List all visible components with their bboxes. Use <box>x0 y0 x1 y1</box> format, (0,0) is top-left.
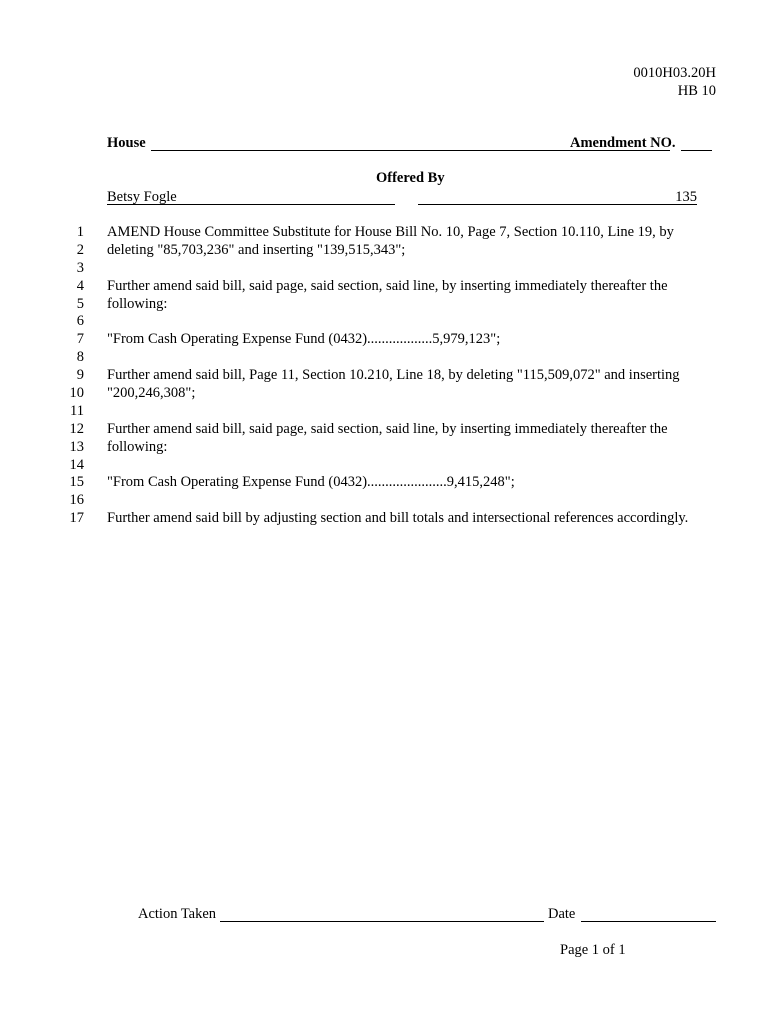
offered-by-heading: Offered By <box>376 170 445 186</box>
body-line: "From Cash Operating Expense Fund (0432)..................5,979,123"; <box>107 331 501 348</box>
sponsor-row <box>107 189 697 207</box>
line-number: 15 <box>69 474 84 491</box>
line-number: 10 <box>69 385 84 402</box>
body-line <box>107 492 688 510</box>
amendment-header-row <box>107 135 712 153</box>
sponsor-district: 135 <box>418 189 697 205</box>
line-number: 1 <box>76 224 84 240</box>
body-line: "200,246,308"; <box>107 385 196 402</box>
line-number: 9 <box>76 367 84 384</box>
body-line <box>107 260 688 278</box>
body-line: deleting "85,703,236" and inserting "139,515,343"; <box>107 241 406 258</box>
page-number: Page 1 of 1 <box>560 942 626 958</box>
body-line <box>107 403 688 421</box>
amendment-number-label: Amendment NO. <box>570 135 676 151</box>
body-line: following: <box>107 295 168 312</box>
amendment-body <box>107 224 688 528</box>
line-number: 2 <box>76 241 84 258</box>
line-number: 16 <box>69 492 84 509</box>
line-number: 17 <box>69 510 84 527</box>
body-line: "From Cash Operating Expense Fund (0432)......................9,415,248"; <box>107 474 515 491</box>
amendment-number-blank-line <box>681 135 712 151</box>
body-line: AMEND House Committee Substitute for House Bill No. 10, Page 7, Section 10.110, Line 19, by <box>107 224 674 240</box>
line-number: 8 <box>76 349 84 366</box>
date-label: Date <box>548 906 576 922</box>
body-line <box>107 349 688 367</box>
line-number: 14 <box>69 456 84 473</box>
document-header <box>633 64 716 100</box>
line-number: 3 <box>76 259 84 276</box>
line-number: 4 <box>76 277 84 294</box>
chamber-label: House <box>107 135 146 151</box>
document-code: 0010H03.20H <box>633 65 716 81</box>
line-number: 5 <box>76 295 84 312</box>
body-line <box>107 457 688 475</box>
body-line: Further amend said bill, said page, said section, said line, by inserting immediately thereafter the <box>107 277 668 294</box>
body-line <box>107 313 688 331</box>
action-taken-row <box>138 906 716 924</box>
line-number-column <box>40 224 84 528</box>
body-line: Further amend said bill by adjusting section and bill totals and intersectional references accordingly. <box>107 510 689 527</box>
date-blank-line <box>581 906 716 922</box>
body-line: Further amend said bill, said page, said section, said line, by inserting immediately thereafter the <box>107 420 668 437</box>
sponsor-name: Betsy Fogle <box>107 189 395 205</box>
bill-number: HB 10 <box>677 83 716 99</box>
body-line: Further amend said bill, Page 11, Section 10.210, Line 18, by deleting "115,509,072" and inserting <box>107 367 680 384</box>
line-number: 7 <box>76 331 84 348</box>
line-number: 12 <box>69 420 84 437</box>
body-line: following: <box>107 438 168 455</box>
line-number: 11 <box>70 402 84 419</box>
action-taken-blank-line <box>220 906 544 922</box>
line-number: 6 <box>76 313 84 330</box>
line-number: 13 <box>69 438 84 455</box>
action-taken-label: Action Taken <box>138 906 217 922</box>
